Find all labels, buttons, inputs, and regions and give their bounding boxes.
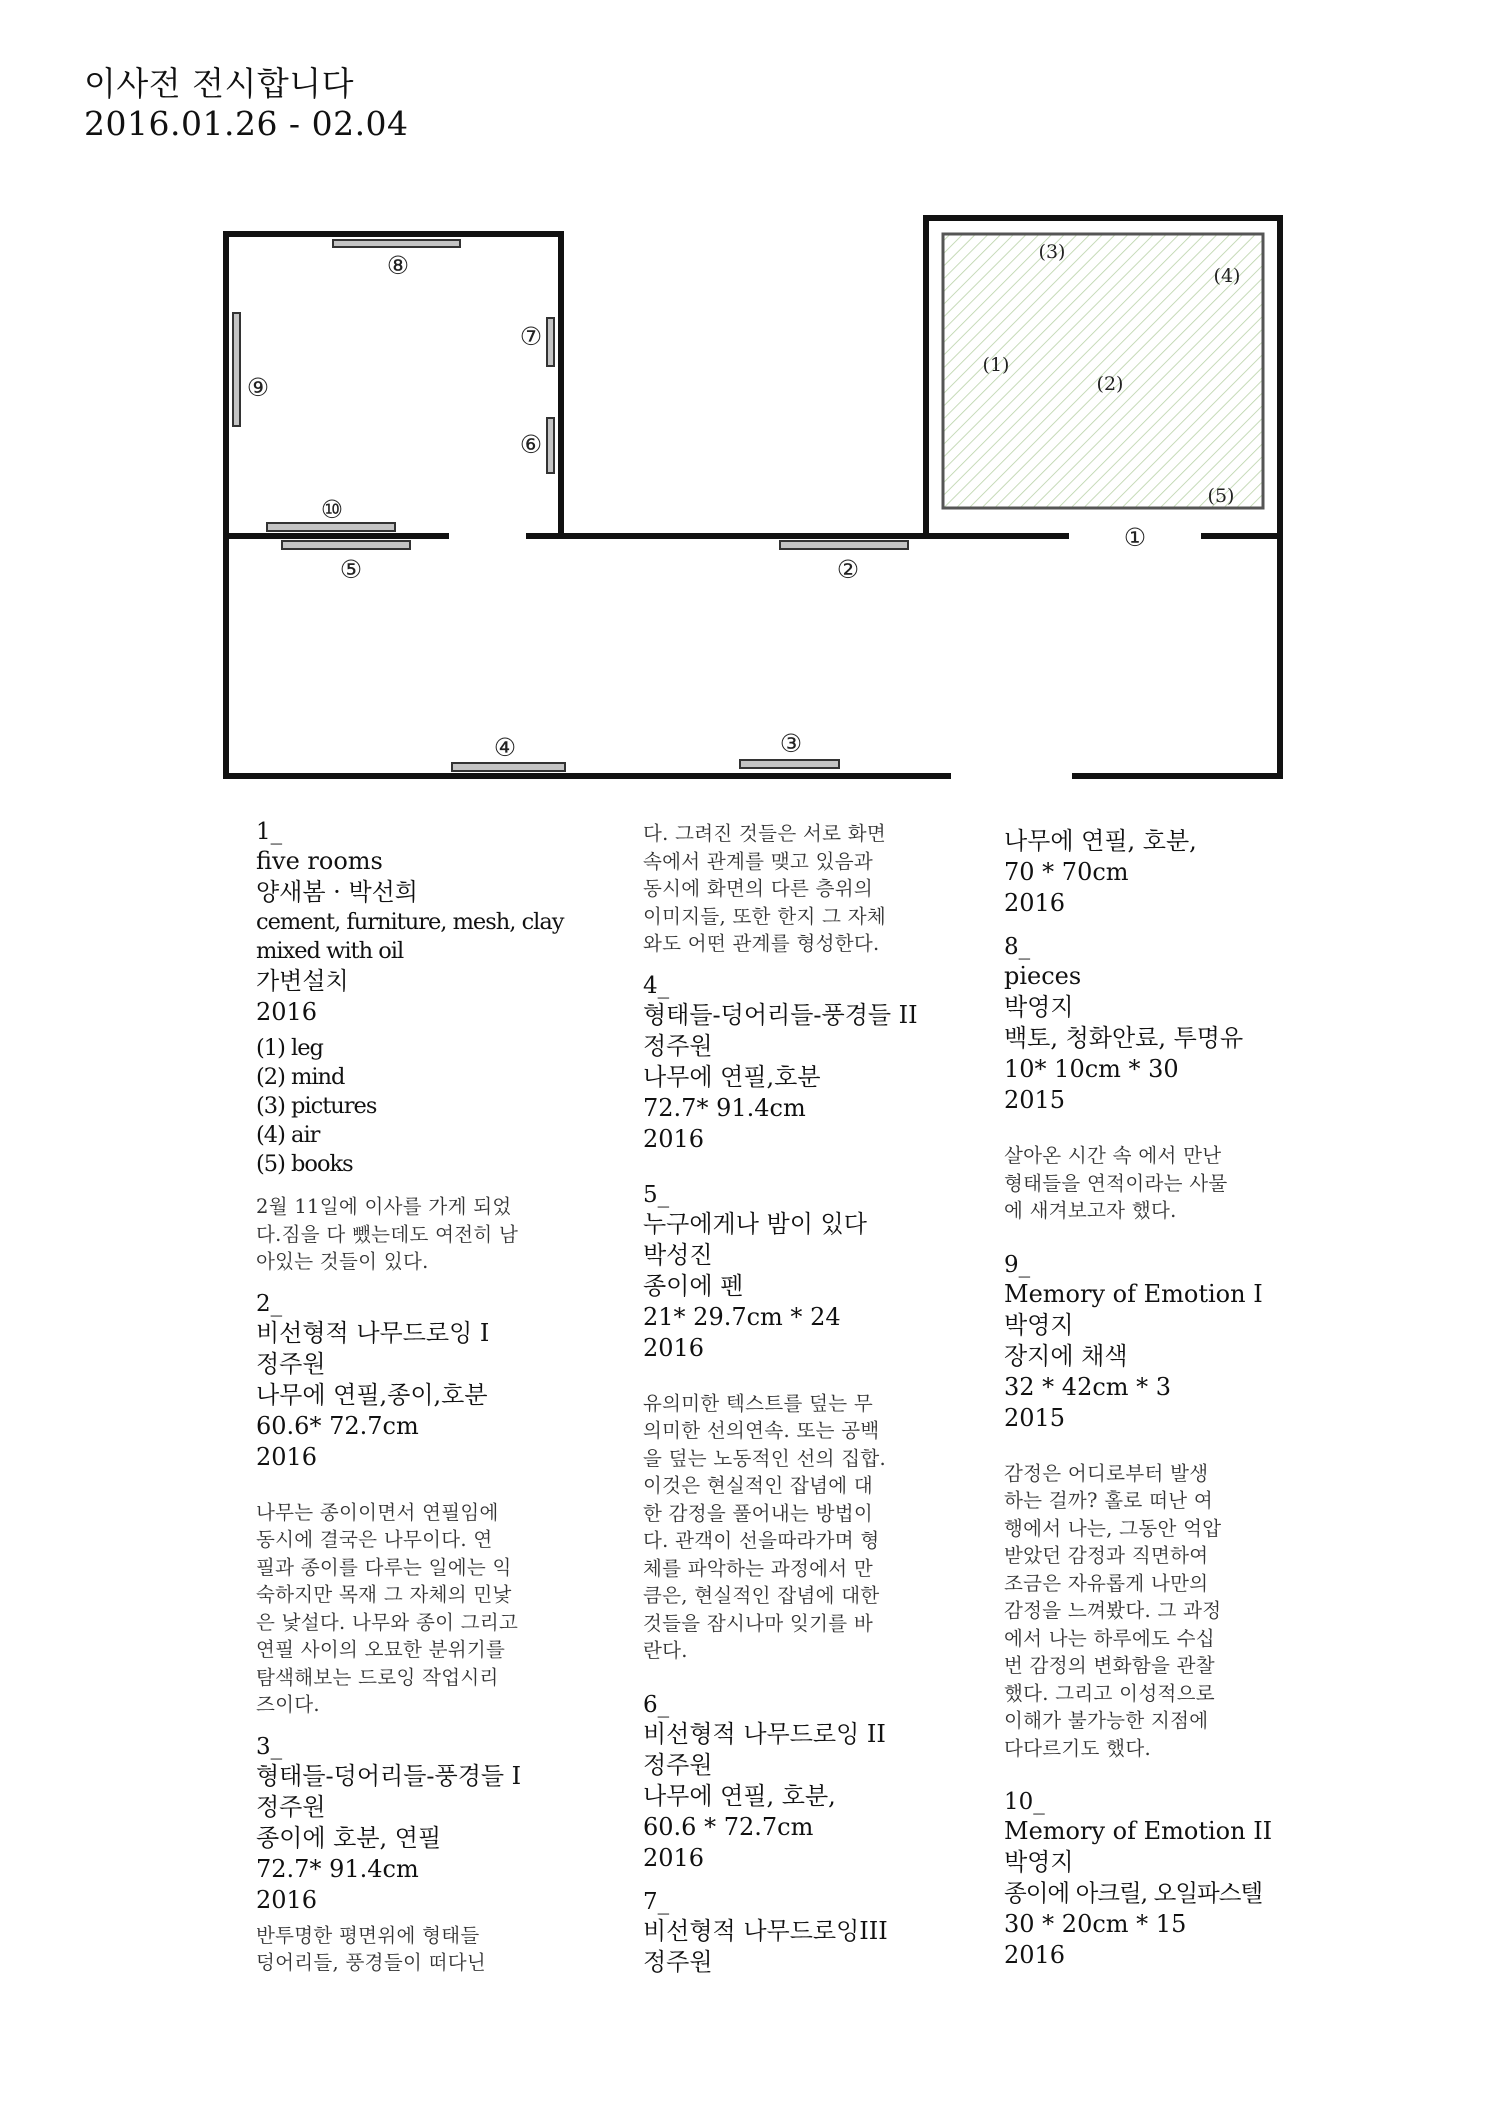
floor-plan	[0, 0, 1500, 800]
exhibition-title: 이사전 전시합니다	[84, 64, 355, 103]
desc-line: 유의미한 텍스트를 덮는 무	[643, 1391, 874, 1415]
work-7-cont	[1004, 826, 1304, 919]
room-a-walls	[226, 234, 561, 776]
work-size: 72.7* 91.4cm	[643, 1093, 806, 1122]
work-number: 6_	[643, 1691, 670, 1718]
desc-line: 다다르기도 했다.	[1004, 1736, 1151, 1760]
panel-8	[333, 240, 460, 247]
work-description	[256, 1922, 574, 1977]
desc-line: 즈이다.	[256, 1693, 320, 1716]
work-medium: cement, furniture, mesh, clay	[256, 909, 564, 935]
exhibition-dates: 2016.01.26 - 02.04	[84, 104, 409, 143]
part-label-5: (5)	[1207, 485, 1235, 507]
desc-line: 동시에 화면의 다른 층위의	[643, 877, 874, 900]
work-title: pieces	[1004, 962, 1082, 990]
work-title: Memory of Emotion I	[1004, 1279, 1263, 1308]
marker-7: ⑦	[519, 322, 543, 351]
desc-line: 아있는 것들이 있다.	[256, 1250, 429, 1273]
work-parts-list	[256, 1034, 574, 1179]
work-artist: 양새봄 · 박선희	[256, 878, 418, 906]
list-item: (2) mind	[256, 1064, 345, 1090]
work-8	[1004, 933, 1304, 1225]
work-description	[1004, 1142, 1304, 1225]
desc-line: 은 낯설다. 나무와 종이 그리고	[256, 1610, 519, 1634]
work-medium: 종이에 아크릴, 오일파스텔	[1004, 1879, 1263, 1907]
part-label-4: (4)	[1213, 265, 1241, 287]
work-year: 2016	[643, 1843, 705, 1872]
list-item: (3) pictures	[256, 1093, 377, 1119]
desc-line: 하는 걸까? 홀로 떠난 여	[1004, 1489, 1213, 1512]
work-year: 2016	[643, 1124, 705, 1153]
work-year: 2016	[1004, 889, 1066, 917]
desc-line: 이미지들, 또한 한지 그 자체	[643, 904, 886, 928]
work-title: 비선형적 나무드로잉III	[643, 1916, 888, 1945]
work-title: 누구에게나 밤이 있다	[643, 1209, 867, 1238]
work-year: 2016	[643, 1333, 705, 1362]
panel-2	[780, 541, 908, 549]
panel-5	[282, 541, 410, 549]
desc-line: 나무는 종이이면서 연필임에	[256, 1500, 499, 1524]
work-year: 2015	[1004, 1086, 1066, 1114]
work-size: 72.7* 91.4cm	[256, 1854, 419, 1883]
desc-line: 의미한 선의연속. 또는 공백	[643, 1419, 880, 1442]
desc-line: 번 감정의 변화함을 관찰	[1004, 1654, 1215, 1677]
desc-line: 필과 종이를 다루는 일에는 익	[256, 1555, 512, 1579]
work-3-description-cont	[643, 820, 928, 958]
desc-line: 반투명한 평면위에 형태들	[256, 1923, 480, 1947]
work-number: 1_	[256, 819, 283, 845]
desc-line: 란다.	[643, 1639, 688, 1662]
work-artist: 정주원	[643, 1750, 713, 1779]
list-item: (4) air	[256, 1122, 320, 1148]
catalog-column-3	[1004, 826, 1304, 1985]
work-number: 5_	[643, 1181, 670, 1208]
part-label-2: (2)	[1096, 373, 1124, 395]
main-hall-walls	[226, 536, 1280, 776]
panel-9	[233, 313, 240, 426]
desc-line: 연필 사이의 오묘한 분위기를	[256, 1638, 506, 1661]
work-medium-cont: mixed with oil	[256, 938, 404, 964]
work-year: 2016	[256, 1885, 318, 1914]
desc-line: 에 새겨보고자 했다.	[1004, 1199, 1177, 1222]
work-medium: 종이에 호분, 연필	[256, 1823, 442, 1852]
work-number: 10_	[1004, 1789, 1045, 1815]
desc-line: 받았던 감정과 직면하여	[1004, 1544, 1209, 1567]
marker-5: ⑤	[339, 555, 363, 584]
work-artist: 박영지	[1004, 993, 1074, 1021]
desc-line: 이것은 현실적인 잡념에 대	[643, 1474, 874, 1497]
work-size: 70 * 70cm	[1004, 858, 1129, 886]
marker-6: ⑥	[519, 430, 543, 459]
work-title: 비선형적 나무드로잉 II	[643, 1719, 886, 1748]
desc-line: 숙하지만 목재 그 자체의 민낯	[256, 1583, 512, 1606]
desc-line: 동시에 결국은 나무이다. 연	[256, 1528, 493, 1551]
desc-line: 2월 11일에 이사를 가게 되었	[256, 1195, 512, 1218]
marker-10: ⑩	[320, 495, 344, 524]
desc-line: 덩어리들, 풍경들이 떠다닌	[256, 1951, 487, 1974]
desc-line: 와도 어떤 관계를 형성한다.	[643, 932, 880, 955]
desc-line: 을 덮는 노동적인 선의 집합.	[643, 1446, 886, 1470]
desc-line: 행에서 나는, 그동안 억압	[1004, 1516, 1222, 1540]
work-artist: 박성진	[643, 1240, 713, 1269]
panel-3	[740, 760, 839, 768]
work-6	[643, 1691, 928, 1874]
work-medium: 백토, 청화안료, 투명유	[1004, 1024, 1244, 1052]
work-2	[256, 1290, 574, 1719]
work-size: 32 * 42cm * 3	[1004, 1372, 1172, 1401]
work-medium: 종이에 펜	[643, 1271, 744, 1300]
work-year: 2016	[1004, 1941, 1066, 1969]
work-10	[1004, 1788, 1304, 1971]
work-title: 비선형적 나무드로잉 I	[256, 1318, 490, 1347]
work-1	[256, 818, 574, 1276]
work-3	[256, 1733, 574, 1977]
work-medium: 나무에 연필,호분	[643, 1062, 821, 1091]
work-title: Memory of Emotion II	[1004, 1817, 1273, 1845]
desc-line: 다. 관객이 선을따라가며 형	[643, 1529, 880, 1552]
work-medium: 나무에 연필, 호분,	[1004, 827, 1197, 855]
desc-line: 체를 파악하는 과정에서 만	[643, 1556, 874, 1580]
work-size: 21* 29.7cm * 24	[643, 1302, 841, 1331]
marker-2: ②	[836, 555, 860, 584]
marker-8: ⑧	[386, 251, 410, 280]
work-medium: 장지에 채색	[1004, 1341, 1128, 1370]
work-year: 2015	[1004, 1403, 1066, 1432]
work-title: 형태들-덩어리들-풍경들 I	[256, 1761, 522, 1790]
work-size: 10* 10cm * 30	[1004, 1055, 1179, 1083]
work-size: 60.6* 72.7cm	[256, 1411, 419, 1440]
desc-line: 이해가 불가능한 지점에	[1004, 1709, 1209, 1732]
desc-line: 살아온 시간 속 에서 만난	[1004, 1144, 1222, 1167]
desc-line: 한 감정을 풀어내는 방법이	[643, 1501, 874, 1525]
list-item: (5) books	[256, 1151, 353, 1177]
desc-line: 했다. 그리고 이성적으로	[1004, 1681, 1215, 1705]
desc-line: 것들을 잠시나마 잊기를 바	[643, 1611, 874, 1635]
work-number: 8_	[1004, 934, 1031, 960]
work-size: 30 * 20cm * 15	[1004, 1910, 1187, 1938]
work-9	[1004, 1251, 1304, 1763]
catalog-column-2	[643, 820, 928, 1992]
desc-line: 에서 나는 하루에도 수십	[1004, 1626, 1215, 1650]
work-artist: 정주원	[256, 1349, 326, 1378]
work-artist: 박영지	[1004, 1848, 1074, 1876]
work-5	[643, 1181, 928, 1665]
work-artist: 정주원	[643, 1031, 713, 1060]
panel-10	[267, 523, 395, 531]
work-number: 7_	[643, 1888, 670, 1915]
work-title: 형태들-덩어리들-풍경들 II	[643, 1000, 918, 1029]
work-medium: 나무에 연필,종이,호분	[256, 1380, 488, 1409]
desc-line: 다. 그려진 것들은 서로 화면	[643, 822, 886, 845]
desc-line: 큼은, 현실적인 잡념에 대한	[643, 1584, 880, 1607]
work-artist: 정주원	[256, 1792, 326, 1821]
work-number: 4_	[643, 972, 670, 999]
desc-line: 감정을 느껴봤다. 그 과정	[1004, 1599, 1222, 1622]
marker-1: ①	[1123, 523, 1147, 552]
work-artist: 정주원	[643, 1947, 713, 1976]
desc-line: 다.짐을 다 뺐는데도 여전히 남	[256, 1222, 519, 1246]
work-year: 2016	[256, 998, 318, 1026]
work-4	[643, 972, 928, 1155]
desc-line: 조금은 자유롭게 나만의	[1004, 1571, 1209, 1595]
work-number: 9_	[1004, 1251, 1031, 1278]
list-item: (1) leg	[256, 1035, 323, 1061]
work-artist: 박영지	[1004, 1310, 1074, 1339]
marker-9: ⑨	[246, 373, 270, 402]
panel-4	[452, 763, 565, 771]
part-label-1: (1)	[982, 354, 1010, 376]
work-description	[643, 1390, 928, 1665]
catalog-column-1	[256, 818, 574, 1991]
panel-6	[547, 418, 554, 473]
desc-line: 감정은 어디로부터 발생	[1004, 1461, 1209, 1485]
marker-3: ③	[779, 729, 803, 758]
desc-line: 속에서 관계를 맺고 있음과	[643, 849, 874, 873]
marker-4: ④	[493, 733, 517, 762]
work-size: 가변설치	[256, 967, 349, 995]
work-description	[1004, 1460, 1304, 1763]
work-number: 3_	[256, 1733, 283, 1760]
desc-line: 형태들을 연적이라는 사물	[1004, 1171, 1228, 1195]
work-title: five rooms	[256, 847, 383, 875]
work-description	[256, 1499, 574, 1719]
work-size: 60.6 * 72.7cm	[643, 1812, 814, 1841]
work-medium: 나무에 연필, 호분,	[643, 1781, 836, 1810]
work-description	[256, 1193, 574, 1276]
work-number: 2_	[256, 1290, 283, 1317]
work-7	[643, 1888, 928, 1978]
desc-line: 탐색해보는 드로잉 작업시리	[256, 1665, 499, 1689]
part-label-3: (3)	[1038, 241, 1066, 263]
work-year: 2016	[256, 1442, 318, 1471]
panel-7	[547, 318, 554, 366]
